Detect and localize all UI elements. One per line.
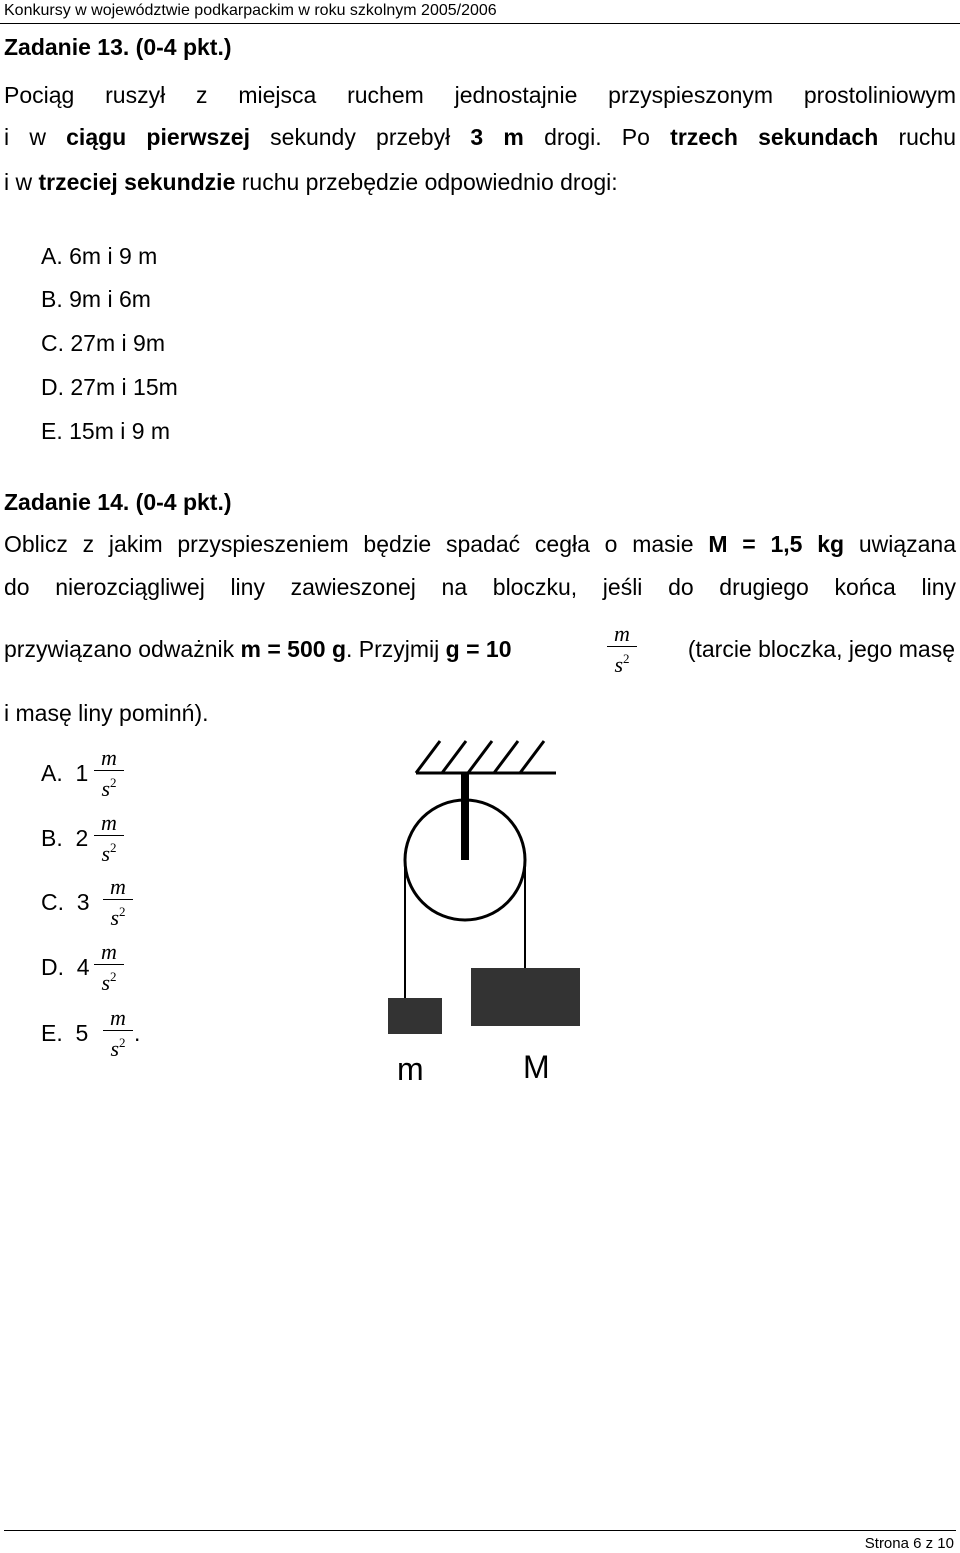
task14-line-2: do nierozciągliwej liny zawieszonej na bloczku, jeśli do drugiego końca liny xyxy=(4,574,956,600)
task14-option-b: B. 2 xyxy=(41,825,89,851)
ceiling-hatch xyxy=(416,741,440,773)
task13-line-3: i w trzeciej sekundzie ruchu przebędzie odpowiednio drogi: xyxy=(4,169,618,195)
task14-option-d: D. 4 xyxy=(41,954,90,980)
task14-line-1: Oblicz z jakim przyspieszeniem będzie spadać cegła o masie M = 1,5 kg uwiązana xyxy=(4,531,956,557)
small-mass-block xyxy=(388,998,442,1034)
task13-option-d: D. 27m i 15m xyxy=(41,374,178,400)
task13-option-c: C. 27m i 9m xyxy=(41,330,165,356)
task13-heading: Zadanie 13. (0-4 pkt.) xyxy=(4,34,232,60)
ceiling-hatch xyxy=(468,741,492,773)
footer-divider xyxy=(4,1530,956,1531)
header-divider xyxy=(0,23,960,24)
document-header: Konkursy w województwie podkarpackim w roku szkolnym 2005/2006 xyxy=(4,2,497,19)
task14-option-c-unit: m $s^2$ xyxy=(103,875,133,924)
ceiling-hatch xyxy=(494,741,518,773)
small-mass-label: m xyxy=(397,1051,424,1087)
task14-option-c: C. 3 xyxy=(41,889,90,915)
task13-option-a: A. 6m i 9 m xyxy=(41,243,158,269)
task14-option-d-unit: m $s^2$ xyxy=(94,940,124,989)
task14-option-e-period: . xyxy=(134,1020,141,1046)
task14-option-e: E. 5 xyxy=(41,1020,89,1046)
task14-line-3: przywiązano odważnik m = 500 g. Przyjmij g = 10 xyxy=(4,636,512,662)
task14-heading: Zadanie 14. (0-4 pkt.) xyxy=(4,489,232,515)
task13-line-1: Pociąg ruszył z miejsca ruchem jednostajnie przyspieszonym prostoliniowym xyxy=(4,82,956,108)
ceiling-mount xyxy=(416,741,556,773)
task14-line-4: i masę liny pominń). xyxy=(4,700,209,726)
task14-line-3-tail: (tarcie bloczka, jego masę xyxy=(687,636,955,662)
large-mass-label: M xyxy=(523,1049,550,1085)
task14-option-a: A. 1 xyxy=(41,760,89,786)
task13-option-e: E. 15m i 9 m xyxy=(41,418,171,444)
large-mass-block xyxy=(471,968,580,1026)
ceiling-hatch xyxy=(442,741,466,773)
task14-g-unit-fraction: m $s^2$ xyxy=(607,622,637,671)
task13-option-b: B. 9m i 6m xyxy=(41,286,151,312)
pulley-diagram xyxy=(380,735,580,1095)
task14-option-b-unit: m $s^2$ xyxy=(94,811,124,860)
page-number: Strona 6 z 10 xyxy=(864,1535,954,1552)
task13-line-2: i w ciągu pierwszej sekundy przebył 3 m drogi. Po trzech sekundach ruchu xyxy=(4,124,957,150)
task14-option-a-unit: m $s^2$ xyxy=(94,746,124,795)
ceiling-hatch xyxy=(520,741,544,773)
task14-option-e-unit: m $s^2$ xyxy=(103,1006,133,1055)
